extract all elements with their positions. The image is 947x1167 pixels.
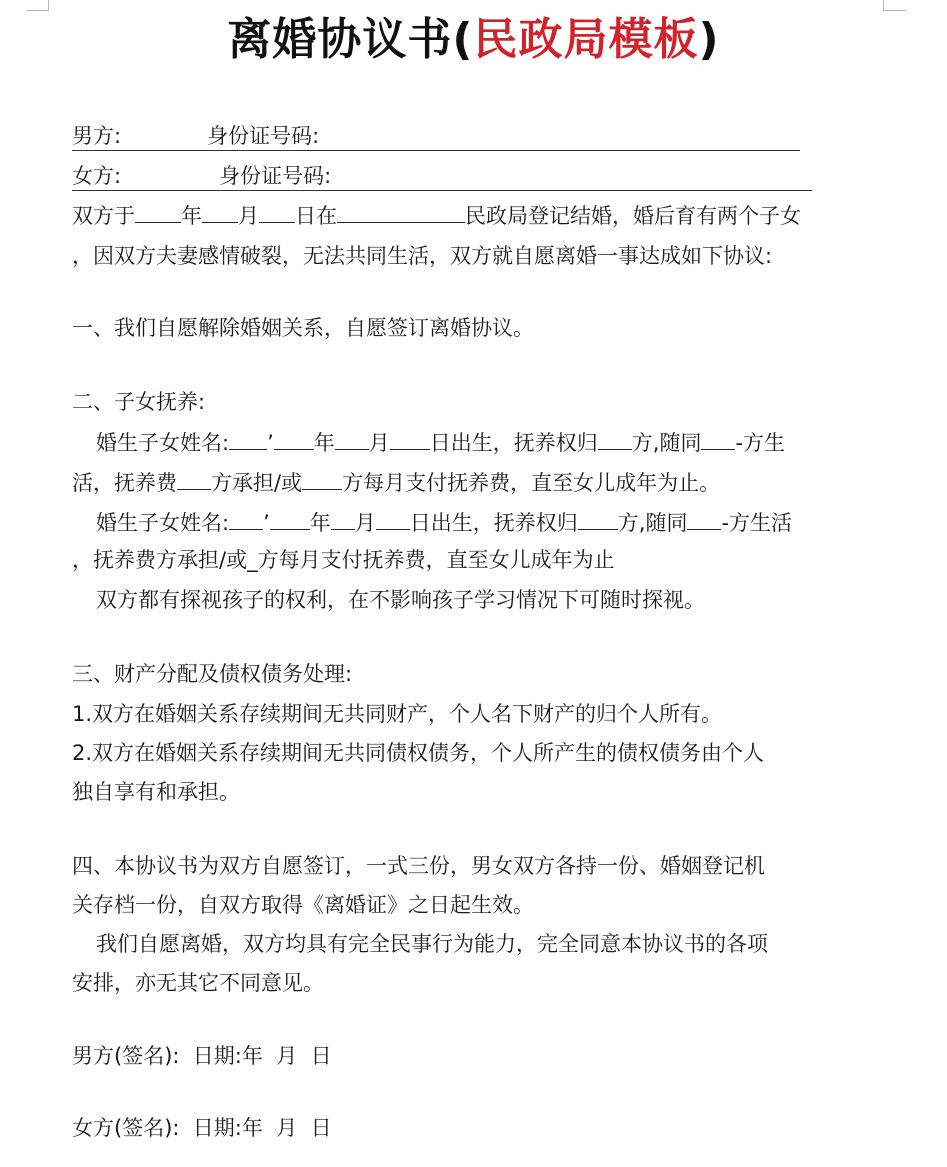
- section-4-line-3: 我们自愿离婚，双方均具有完全民事行为能力，完全同意本协议书的各项: [96, 932, 768, 956]
- child-1-line-2: 活，抚养费 方承担/或 方每月支付抚养费，直至女儿成年为止。: [72, 467, 720, 497]
- page-corner-mark-left: [26, 0, 49, 11]
- male-party-row[interactable]: [72, 122, 800, 151]
- female-signature-line[interactable]: 女方(签名): 日期:年 月 日: [72, 1116, 332, 1140]
- section-1: 一、我们自愿解除婚姻关系，自愿签订离婚协议。: [72, 316, 534, 340]
- child-2-custody-blank[interactable]: [578, 507, 618, 530]
- title-main: 离婚协议书(: [227, 14, 474, 65]
- child-2-with-blank[interactable]: [687, 507, 721, 530]
- month-blank[interactable]: [202, 200, 238, 223]
- section-2-heading: 二、子女抚养:: [72, 390, 206, 414]
- child-1-custody-blank[interactable]: [598, 427, 632, 450]
- intro-line-1: 双方于 年 月 日在 民政局登记结婚，婚后育有两个子女: [72, 200, 801, 230]
- child-2-day-blank[interactable]: [376, 507, 410, 530]
- child-1-support-blank[interactable]: [177, 467, 211, 490]
- child-1-with-blank[interactable]: [701, 427, 735, 450]
- male-id-label: 身份证号码:: [207, 124, 320, 148]
- child-2-year-blank[interactable]: [270, 507, 310, 530]
- child-1-year-blank[interactable]: [274, 427, 314, 450]
- female-party-row[interactable]: [72, 162, 812, 191]
- child-1-line-1: 婚生子女姓名: ’ 年 月 日出生，抚养权归 方,随同 -方生: [72, 427, 785, 457]
- section-4-line-2: 关存档一份，自双方取得《离婚证》之日起生效。: [72, 893, 534, 917]
- title-close: ): [698, 14, 720, 65]
- child-1-month-blank[interactable]: [335, 427, 369, 450]
- female-label: 女方:: [72, 164, 122, 188]
- section-3-item-2-line-1: 2.双方在婚姻关系存续期间无共同债权债务，个人所产生的债权债务由个人: [72, 741, 765, 765]
- section-4-line-4: 安排，亦无其它不同意见。: [72, 971, 324, 995]
- intro-line-2: ，因双方夫妻感情破裂，无法共同生活，双方就自愿离婚一事达成如下协议:: [72, 244, 773, 268]
- child-2-month-blank[interactable]: [331, 507, 355, 530]
- child-2-line-1: 婚生子女姓名: ’ 年 月 日出生，抚养权归 方,随同 -方生活: [72, 507, 792, 537]
- visitation-clause: 双方都有探视孩子的权利，在不影响孩子学习情况下可随时探视。: [96, 588, 705, 612]
- child-1-monthly-blank[interactable]: [302, 467, 342, 490]
- section-4-line-1: 四、本协议书为双方自愿签订，一式三份，男女双方各持一份、婚姻登记机: [72, 854, 765, 878]
- child-2-name-blank[interactable]: [229, 507, 263, 530]
- child-2-line-2: ，抚养费方承担/或_方每月支付抚养费，直至女儿成年为止: [72, 548, 615, 572]
- male-label: 男方:: [72, 124, 122, 148]
- section-3-heading: 三、财产分配及债权债务处理:: [72, 662, 353, 686]
- section-3-item-1: 1.双方在婚姻关系存续期间无共同财产，个人名下财产的归个人所有。: [72, 702, 723, 726]
- day-blank[interactable]: [259, 200, 295, 223]
- section-3-item-2-line-2: 独自享有和承担。: [72, 780, 240, 804]
- female-id-label: 身份证号码:: [219, 164, 332, 188]
- page-corner-mark-right: [883, 0, 906, 11]
- title-highlight: 民政局模板: [473, 14, 699, 65]
- child-1-name-blank[interactable]: [229, 427, 267, 450]
- bureau-blank[interactable]: [337, 200, 465, 223]
- document-title: [0, 12, 947, 68]
- male-signature-line[interactable]: 男方(签名): 日期:年 月 日: [72, 1044, 332, 1068]
- year-blank[interactable]: [135, 200, 181, 223]
- child-1-day-blank[interactable]: [390, 427, 430, 450]
